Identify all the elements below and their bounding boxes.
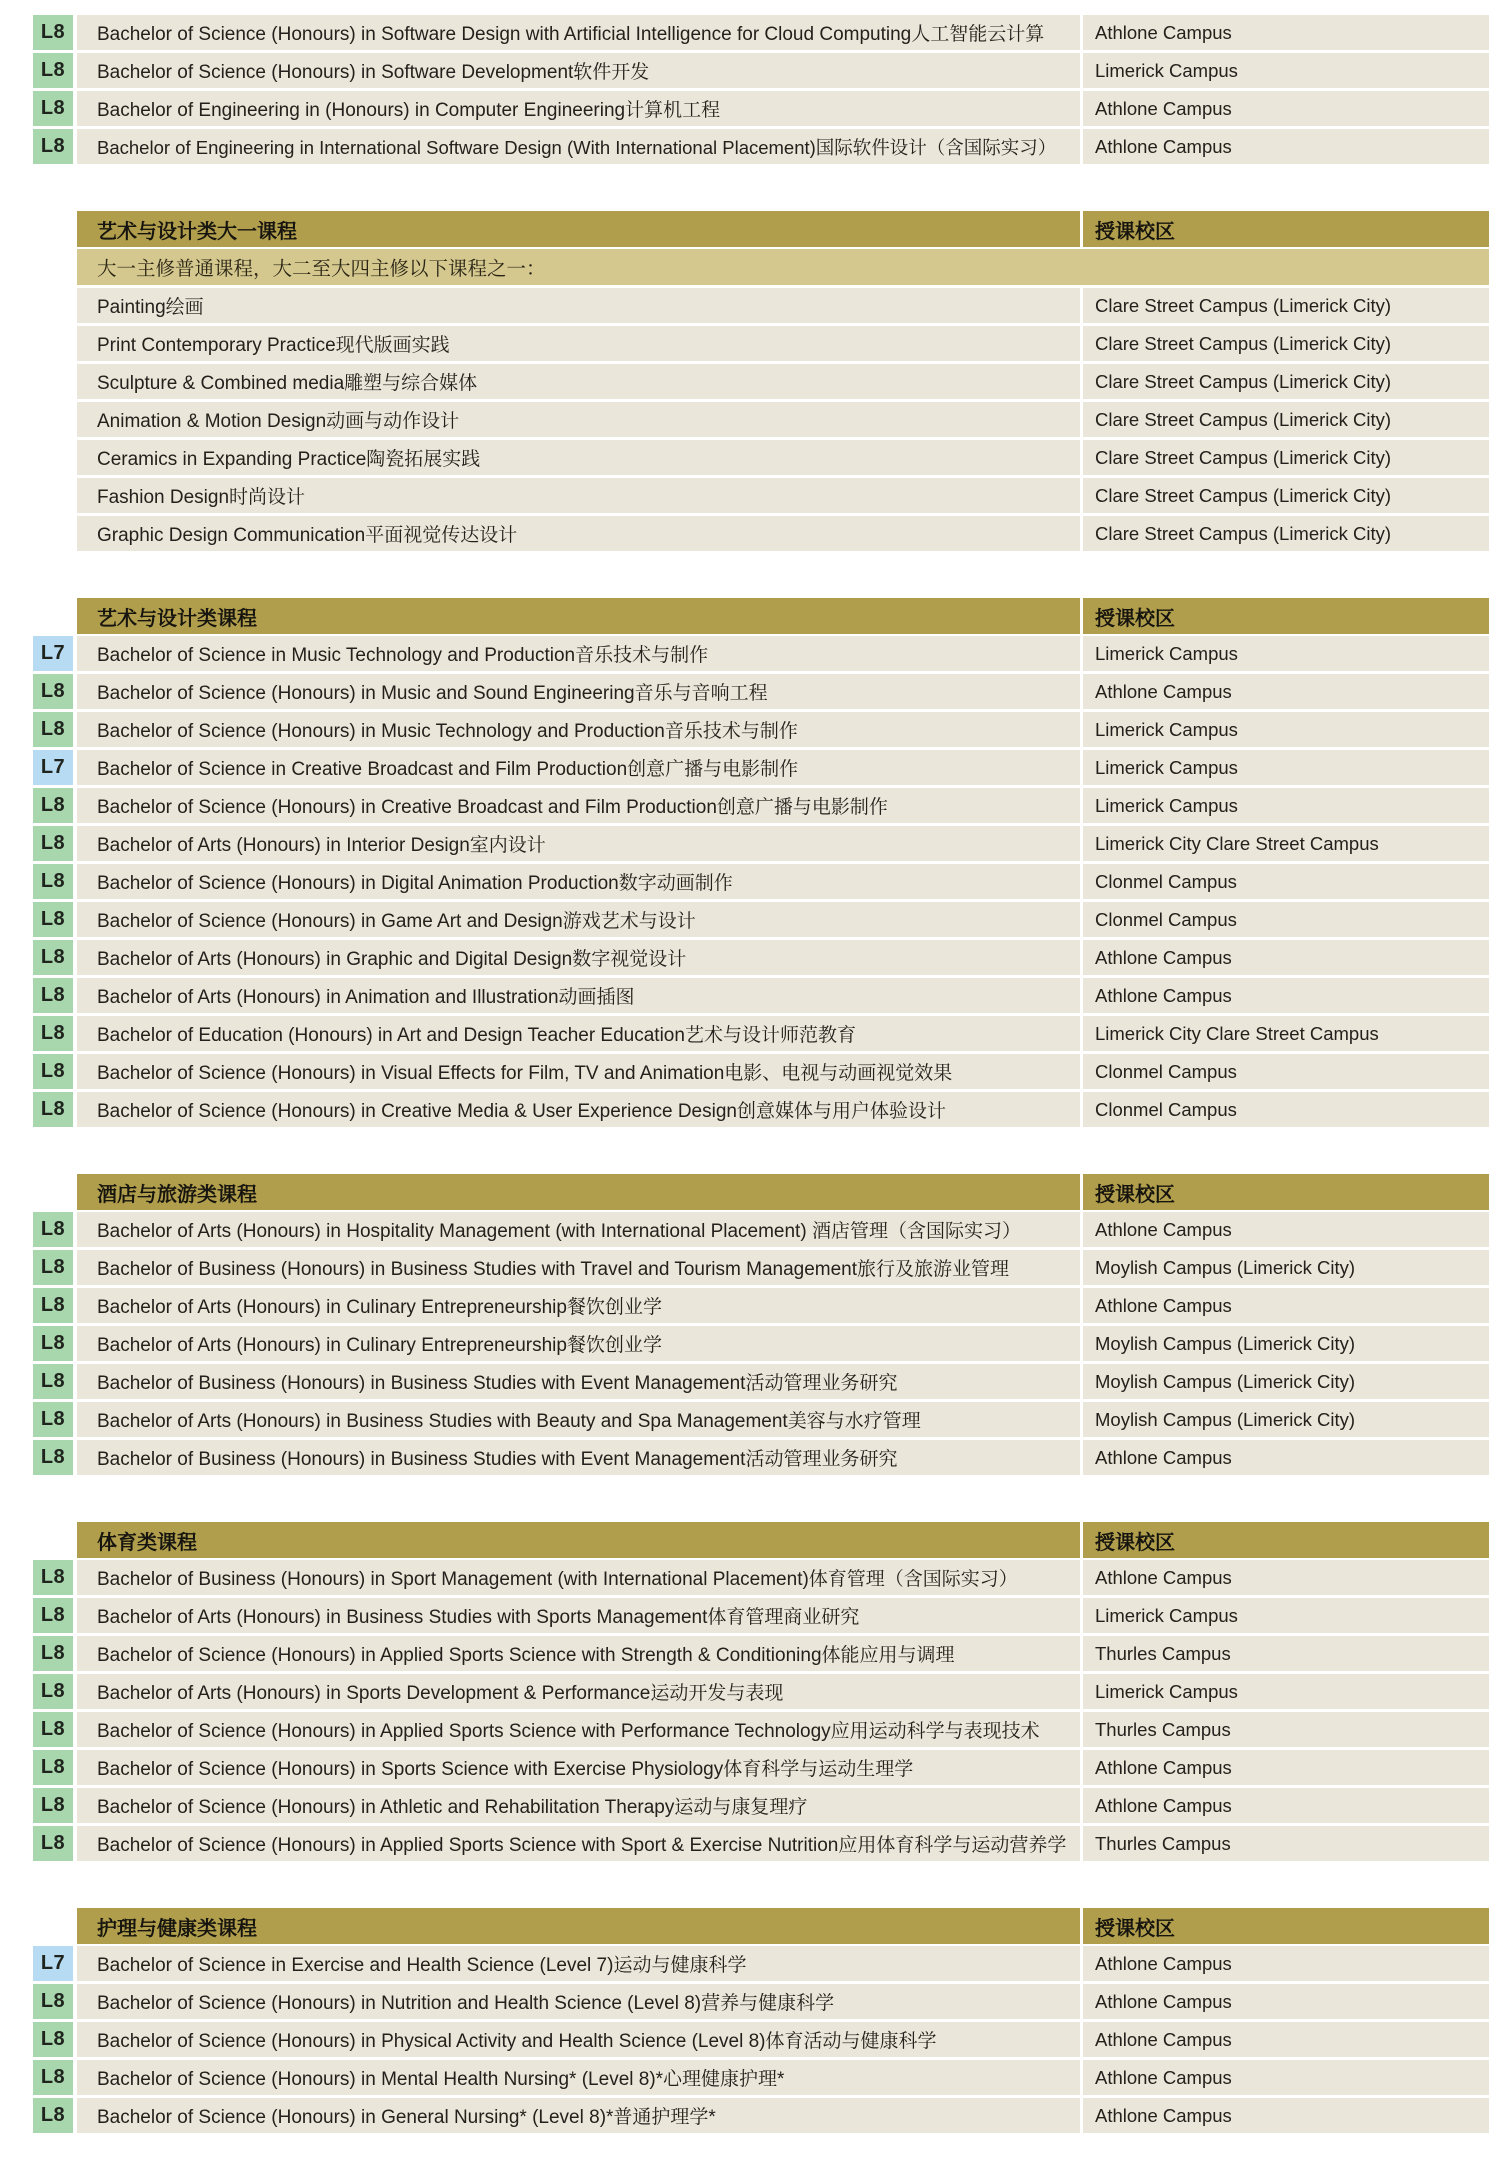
course-cell: Bachelor of Business (Honours) in Sport Management (with International Placement)体育管理（含国际实习） [77, 1560, 1080, 1595]
course-section [33, 1174, 1489, 1475]
section-note-row [33, 249, 1489, 285]
table-row [33, 516, 1489, 551]
table-row [33, 1212, 1489, 1247]
course-cell: Ceramics in Expanding Practice陶瓷拓展实践 [77, 440, 1080, 475]
row-main [77, 864, 1489, 899]
level-badge: L7 [33, 636, 73, 671]
campus-cell: Athlone Campus [1083, 940, 1489, 975]
campus-cell: Clare Street Campus (Limerick City) [1083, 516, 1489, 551]
course-cell: Bachelor of Arts (Honours) in Culinary Entrepreneurship餐饮创业学 [77, 1326, 1080, 1361]
section-title: 酒店与旅游类课程 [77, 1174, 1080, 1210]
table-row [33, 1788, 1489, 1823]
table-row [33, 440, 1489, 475]
badge-slot [33, 1712, 73, 1747]
table-row [33, 826, 1489, 861]
level-badge: L8 [33, 1326, 73, 1361]
level-badge: L8 [33, 1250, 73, 1285]
row-main [77, 2022, 1489, 2057]
table-row [33, 1250, 1489, 1285]
course-cell: Bachelor of Engineering in International Software Design (With International Placement)国际软件设计（含国际实习） [77, 129, 1080, 164]
table-row [33, 674, 1489, 709]
badge-slot [33, 1826, 73, 1861]
course-cell: Bachelor of Science (Honours) in Game Art and Design游戏艺术与设计 [77, 902, 1080, 937]
badge-slot [33, 1908, 73, 1944]
campus-cell: Limerick Campus [1083, 1674, 1489, 1709]
campus-cell: Athlone Campus [1083, 91, 1489, 126]
row-main [77, 129, 1489, 164]
course-section [33, 1908, 1489, 2133]
campus-cell: Clonmel Campus [1083, 1054, 1489, 1089]
row-main [77, 440, 1489, 475]
row-main [77, 364, 1489, 399]
row-main [77, 53, 1489, 88]
campus-cell: Athlone Campus [1083, 1440, 1489, 1475]
badge-slot [33, 1288, 73, 1323]
course-cell: Bachelor of Science (Honours) in Music Technology and Production音乐技术与制作 [77, 712, 1080, 747]
row-main [77, 2060, 1489, 2095]
table-row [33, 288, 1489, 323]
badge-slot [33, 211, 73, 247]
row-main [77, 15, 1489, 50]
row-main [77, 1288, 1489, 1323]
campus-cell: Athlone Campus [1083, 674, 1489, 709]
badge-slot [33, 249, 73, 285]
badge-slot [33, 674, 73, 709]
badge-slot [33, 1674, 73, 1709]
course-cell: Bachelor of Arts (Honours) in Graphic and Digital Design数字视觉设计 [77, 940, 1080, 975]
course-cell: Bachelor of Business (Honours) in Business Studies with Event Management活动管理业务研究 [77, 1440, 1080, 1475]
table-row [33, 129, 1489, 164]
table-row [33, 636, 1489, 671]
badge-slot [33, 402, 73, 437]
table-row [33, 1946, 1489, 1981]
campus-column-header: 授课校区 [1083, 1908, 1489, 1944]
level-badge: L8 [33, 940, 73, 975]
badge-slot [33, 1522, 73, 1558]
level-badge: L8 [33, 1364, 73, 1399]
campus-cell: Limerick Campus [1083, 1598, 1489, 1633]
level-badge: L8 [33, 1750, 73, 1785]
badge-slot [33, 1750, 73, 1785]
campus-cell: Limerick Campus [1083, 750, 1489, 785]
campus-cell: Athlone Campus [1083, 2022, 1489, 2057]
level-badge: L8 [33, 1788, 73, 1823]
campus-cell: Limerick Campus [1083, 712, 1489, 747]
level-badge: L8 [33, 1440, 73, 1475]
campus-cell: Limerick Campus [1083, 53, 1489, 88]
course-cell: Bachelor of Arts (Honours) in Culinary Entrepreneurship餐饮创业学 [77, 1288, 1080, 1323]
campus-cell: Athlone Campus [1083, 1288, 1489, 1323]
badge-slot [33, 598, 73, 634]
course-cell: Bachelor of Arts (Honours) in Hospitality Management (with International Placement) 酒店管理（含国际实习） [77, 1212, 1080, 1247]
campus-cell: Clonmel Campus [1083, 1092, 1489, 1127]
table-row [33, 1636, 1489, 1671]
row-main [77, 978, 1489, 1013]
level-badge: L8 [33, 978, 73, 1013]
table-row [33, 2022, 1489, 2057]
course-cell: Bachelor of Arts (Honours) in Business Studies with Sports Management体育管理商业研究 [77, 1598, 1080, 1633]
table-row [33, 788, 1489, 823]
campus-cell: Moylish Campus (Limerick City) [1083, 1402, 1489, 1437]
badge-slot [33, 1788, 73, 1823]
badge-slot [33, 1016, 73, 1051]
table-row [33, 1826, 1489, 1861]
campus-cell: Clonmel Campus [1083, 864, 1489, 899]
level-badge: L8 [33, 788, 73, 823]
level-badge: L8 [33, 674, 73, 709]
level-badge: L7 [33, 750, 73, 785]
course-section [33, 211, 1489, 551]
badge-slot [33, 864, 73, 899]
campus-cell: Athlone Campus [1083, 1560, 1489, 1595]
header-main [77, 1522, 1489, 1558]
campus-cell: Athlone Campus [1083, 129, 1489, 164]
level-badge: L8 [33, 1288, 73, 1323]
course-cell: Bachelor of Science (Honours) in Nutrition and Health Science (Level 8)营养与健康科学 [77, 1984, 1080, 2019]
row-main [77, 1674, 1489, 1709]
table-row [33, 902, 1489, 937]
row-main [77, 478, 1489, 513]
level-badge: L8 [33, 1212, 73, 1247]
course-cell: Bachelor of Science (Honours) in Physical Activity and Health Science (Level 8)体育活动与健康科学 [77, 2022, 1080, 2057]
campus-cell: Limerick City Clare Street Campus [1083, 1016, 1489, 1051]
badge-slot [33, 750, 73, 785]
badge-slot [33, 1326, 73, 1361]
row-main [77, 712, 1489, 747]
table-row [33, 940, 1489, 975]
level-badge: L8 [33, 1598, 73, 1633]
table-row [33, 478, 1489, 513]
campus-cell: Athlone Campus [1083, 1212, 1489, 1247]
course-cell: Bachelor of Science (Honours) in Sports Science with Exercise Physiology体育科学与运动生理学 [77, 1750, 1080, 1785]
table-row [33, 1326, 1489, 1361]
course-cell: Painting绘画 [77, 288, 1080, 323]
badge-slot [33, 1598, 73, 1633]
row-main [77, 1560, 1489, 1595]
badge-slot [33, 1212, 73, 1247]
row-main [77, 1826, 1489, 1861]
campus-cell: Athlone Campus [1083, 2098, 1489, 2133]
badge-slot [33, 440, 73, 475]
table-row [33, 1984, 1489, 2019]
row-main [77, 1364, 1489, 1399]
course-cell: Graphic Design Communication平面视觉传达设计 [77, 516, 1080, 551]
badge-slot [33, 364, 73, 399]
level-badge: L8 [33, 53, 73, 88]
campus-cell: Clare Street Campus (Limerick City) [1083, 440, 1489, 475]
table-row [33, 53, 1489, 88]
row-main [77, 826, 1489, 861]
course-cell: Bachelor of Science (Honours) in Mental Health Nursing* (Level 8)*心理健康护理* [77, 2060, 1080, 2095]
course-cell: Bachelor of Science in Music Technology and Production音乐技术与制作 [77, 636, 1080, 671]
badge-slot [33, 1984, 73, 2019]
badge-slot [33, 1092, 73, 1127]
row-main [77, 902, 1489, 937]
level-badge: L8 [33, 2098, 73, 2133]
badge-slot [33, 15, 73, 50]
campus-cell: Clare Street Campus (Limerick City) [1083, 364, 1489, 399]
badge-slot [33, 1440, 73, 1475]
campus-cell: Athlone Campus [1083, 1788, 1489, 1823]
course-cell: Bachelor of Science (Honours) in General Nursing* (Level 8)*普通护理学* [77, 2098, 1080, 2133]
course-cell: Bachelor of Science (Honours) in Software Design with Artificial Intelligence for Cloud Computing人工智能云计算 [77, 15, 1080, 50]
table-row [33, 978, 1489, 1013]
table-row [33, 1560, 1489, 1595]
row-main [77, 288, 1489, 323]
table-row [33, 1712, 1489, 1747]
row-main [77, 1750, 1489, 1785]
course-cell: Bachelor of Science (Honours) in Creative Media & User Experience Design创意媒体与用户体验设计 [77, 1092, 1080, 1127]
level-badge: L7 [33, 1946, 73, 1981]
course-section [33, 598, 1489, 1127]
course-cell: Bachelor of Education (Honours) in Art and Design Teacher Education艺术与设计师范教育 [77, 1016, 1080, 1051]
level-badge: L8 [33, 826, 73, 861]
course-cell: Bachelor of Science (Honours) in Digital Animation Production数字动画制作 [77, 864, 1080, 899]
table-row [33, 750, 1489, 785]
header-main [77, 598, 1489, 634]
row-main [77, 516, 1489, 551]
row-main [77, 2098, 1489, 2133]
campus-cell: Clare Street Campus (Limerick City) [1083, 326, 1489, 361]
level-badge: L8 [33, 15, 73, 50]
course-section [33, 1522, 1489, 1861]
course-cell: Bachelor of Science (Honours) in Applied Sports Science with Performance Technology应用运动科学与表现技术 [77, 1712, 1080, 1747]
campus-column-header: 授课校区 [1083, 1174, 1489, 1210]
course-cell: Print Contemporary Practice现代版画实践 [77, 326, 1080, 361]
section-header-row [33, 1908, 1489, 1944]
level-badge: L8 [33, 91, 73, 126]
row-main [77, 1636, 1489, 1671]
table-row [33, 1402, 1489, 1437]
campus-cell: Thurles Campus [1083, 1636, 1489, 1671]
table-row [33, 2098, 1489, 2133]
table-row [33, 364, 1489, 399]
row-main [77, 402, 1489, 437]
badge-slot [33, 53, 73, 88]
course-cell: Bachelor of Science (Honours) in Creative Broadcast and Film Production创意广播与电影制作 [77, 788, 1080, 823]
table-row [33, 326, 1489, 361]
badge-slot [33, 1636, 73, 1671]
row-main [77, 1054, 1489, 1089]
campus-cell: Moylish Campus (Limerick City) [1083, 1364, 1489, 1399]
campus-cell: Athlone Campus [1083, 2060, 1489, 2095]
section-title: 体育类课程 [77, 1522, 1080, 1558]
badge-slot [33, 788, 73, 823]
row-main [77, 1016, 1489, 1051]
course-tables [0, 15, 1500, 2133]
header-main [77, 1908, 1489, 1944]
level-badge: L8 [33, 1984, 73, 2019]
campus-cell: Thurles Campus [1083, 1712, 1489, 1747]
badge-slot [33, 91, 73, 126]
level-badge: L8 [33, 902, 73, 937]
campus-column-header: 授课校区 [1083, 598, 1489, 634]
badge-slot [33, 636, 73, 671]
course-cell: Bachelor of Arts (Honours) in Sports Development & Performance运动开发与表现 [77, 1674, 1080, 1709]
campus-cell: Limerick Campus [1083, 636, 1489, 671]
table-row [33, 1598, 1489, 1633]
course-cell: Bachelor of Science (Honours) in Applied Sports Science with Strength & Conditioning体能应用与调理 [77, 1636, 1080, 1671]
course-cell: Sculpture & Combined media雕塑与综合媒体 [77, 364, 1080, 399]
level-badge: L8 [33, 1054, 73, 1089]
badge-slot [33, 1054, 73, 1089]
badge-slot [33, 1364, 73, 1399]
row-main [77, 674, 1489, 709]
section-header-row [33, 1174, 1489, 1210]
campus-cell: Clare Street Campus (Limerick City) [1083, 478, 1489, 513]
campus-cell: Limerick Campus [1083, 788, 1489, 823]
row-main [77, 1440, 1489, 1475]
badge-slot [33, 2022, 73, 2057]
section-title: 艺术与设计类大一课程 [77, 211, 1080, 247]
course-cell: Bachelor of Engineering in (Honours) in Computer Engineering计算机工程 [77, 91, 1080, 126]
campus-cell: Athlone Campus [1083, 978, 1489, 1013]
campus-column-header: 授课校区 [1083, 211, 1489, 247]
level-badge: L8 [33, 712, 73, 747]
table-row [33, 712, 1489, 747]
campus-cell: Athlone Campus [1083, 1946, 1489, 1981]
table-row [33, 1440, 1489, 1475]
badge-slot [33, 288, 73, 323]
course-cell: Bachelor of Science (Honours) in Visual Effects for Film, TV and Animation电影、电视与动画视觉效果 [77, 1054, 1080, 1089]
section-title: 护理与健康类课程 [77, 1908, 1080, 1944]
row-main [77, 1598, 1489, 1633]
course-cell: Bachelor of Arts (Honours) in Animation and Illustration动画插图 [77, 978, 1080, 1013]
badge-slot [33, 516, 73, 551]
campus-cell: Clonmel Campus [1083, 902, 1489, 937]
row-main [77, 1946, 1489, 1981]
campus-cell: Athlone Campus [1083, 15, 1489, 50]
table-row [33, 1674, 1489, 1709]
row-main [77, 326, 1489, 361]
course-cell: Bachelor of Science (Honours) in Music and Sound Engineering音乐与音响工程 [77, 674, 1080, 709]
row-main [77, 1984, 1489, 2019]
course-cell: Bachelor of Science (Honours) in Athletic and Rehabilitation Therapy运动与康复理疗 [77, 1788, 1080, 1823]
badge-slot [33, 326, 73, 361]
row-main [77, 1712, 1489, 1747]
campus-cell: Moylish Campus (Limerick City) [1083, 1326, 1489, 1361]
level-badge: L8 [33, 864, 73, 899]
campus-cell: Limerick City Clare Street Campus [1083, 826, 1489, 861]
badge-slot [33, 712, 73, 747]
table-row [33, 864, 1489, 899]
badge-slot [33, 478, 73, 513]
campus-cell: Athlone Campus [1083, 1750, 1489, 1785]
course-cell: Bachelor of Science in Exercise and Health Science (Level 7)运动与健康科学 [77, 1946, 1080, 1981]
badge-slot [33, 978, 73, 1013]
row-main [77, 1788, 1489, 1823]
course-cell: Bachelor of Arts (Honours) in Business Studies with Beauty and Spa Management美容与水疗管理 [77, 1402, 1080, 1437]
badge-slot [33, 1174, 73, 1210]
level-badge: L8 [33, 1712, 73, 1747]
section-header-row [33, 598, 1489, 634]
note-main [77, 249, 1489, 285]
level-badge: L8 [33, 1674, 73, 1709]
section-title: 艺术与设计类课程 [77, 598, 1080, 634]
row-main [77, 91, 1489, 126]
campus-column-header: 授课校区 [1083, 1522, 1489, 1558]
level-badge: L8 [33, 1636, 73, 1671]
table-row [33, 1364, 1489, 1399]
level-badge: L8 [33, 1826, 73, 1861]
badge-slot [33, 1402, 73, 1437]
badge-slot [33, 129, 73, 164]
row-main [77, 1212, 1489, 1247]
level-badge: L8 [33, 1016, 73, 1051]
badge-slot [33, 1560, 73, 1595]
badge-slot [33, 2098, 73, 2133]
level-badge: L8 [33, 2060, 73, 2095]
row-main [77, 1326, 1489, 1361]
section-note: 大一主修普通课程，大二至大四主修以下课程之一： [77, 249, 1489, 285]
row-main [77, 1092, 1489, 1127]
course-cell: Bachelor of Business (Honours) in Business Studies with Travel and Tourism Management旅行及旅游业管理 [77, 1250, 1080, 1285]
section-header-row [33, 211, 1489, 247]
table-row [33, 1054, 1489, 1089]
course-cell: Bachelor of Science (Honours) in Software Development软件开发 [77, 53, 1080, 88]
course-cell: Bachelor of Science (Honours) in Applied Sports Science with Sport & Exercise Nutrition应用体育科学与运动营养学 [77, 1826, 1080, 1861]
row-main [77, 636, 1489, 671]
badge-slot [33, 2060, 73, 2095]
row-main [77, 750, 1489, 785]
row-main [77, 1402, 1489, 1437]
section-header-row [33, 1522, 1489, 1558]
level-badge: L8 [33, 2022, 73, 2057]
table-row [33, 1092, 1489, 1127]
table-row [33, 15, 1489, 50]
campus-cell: Clare Street Campus (Limerick City) [1083, 288, 1489, 323]
row-main [77, 940, 1489, 975]
campus-cell: Athlone Campus [1083, 1984, 1489, 2019]
campus-cell: Clare Street Campus (Limerick City) [1083, 402, 1489, 437]
level-badge: L8 [33, 1092, 73, 1127]
course-cell: Fashion Design时尚设计 [77, 478, 1080, 513]
table-row [33, 1288, 1489, 1323]
table-row [33, 402, 1489, 437]
header-main [77, 1174, 1489, 1210]
level-badge: L8 [33, 1402, 73, 1437]
table-row [33, 1750, 1489, 1785]
campus-cell: Moylish Campus (Limerick City) [1083, 1250, 1489, 1285]
table-row [33, 91, 1489, 126]
badge-slot [33, 940, 73, 975]
table-row [33, 2060, 1489, 2095]
table-row [33, 1016, 1489, 1051]
header-main [77, 211, 1489, 247]
level-badge: L8 [33, 1560, 73, 1595]
row-main [77, 1250, 1489, 1285]
row-main [77, 788, 1489, 823]
badge-slot [33, 826, 73, 861]
course-section [33, 15, 1489, 164]
course-cell: Bachelor of Business (Honours) in Business Studies with Event Management活动管理业务研究 [77, 1364, 1080, 1399]
badge-slot [33, 902, 73, 937]
badge-slot [33, 1250, 73, 1285]
level-badge: L8 [33, 129, 73, 164]
badge-slot [33, 1946, 73, 1981]
course-cell: Bachelor of Arts (Honours) in Interior Design室内设计 [77, 826, 1080, 861]
campus-cell: Thurles Campus [1083, 1826, 1489, 1861]
course-cell: Animation & Motion Design动画与动作设计 [77, 402, 1080, 437]
course-cell: Bachelor of Science in Creative Broadcast and Film Production创意广播与电影制作 [77, 750, 1080, 785]
